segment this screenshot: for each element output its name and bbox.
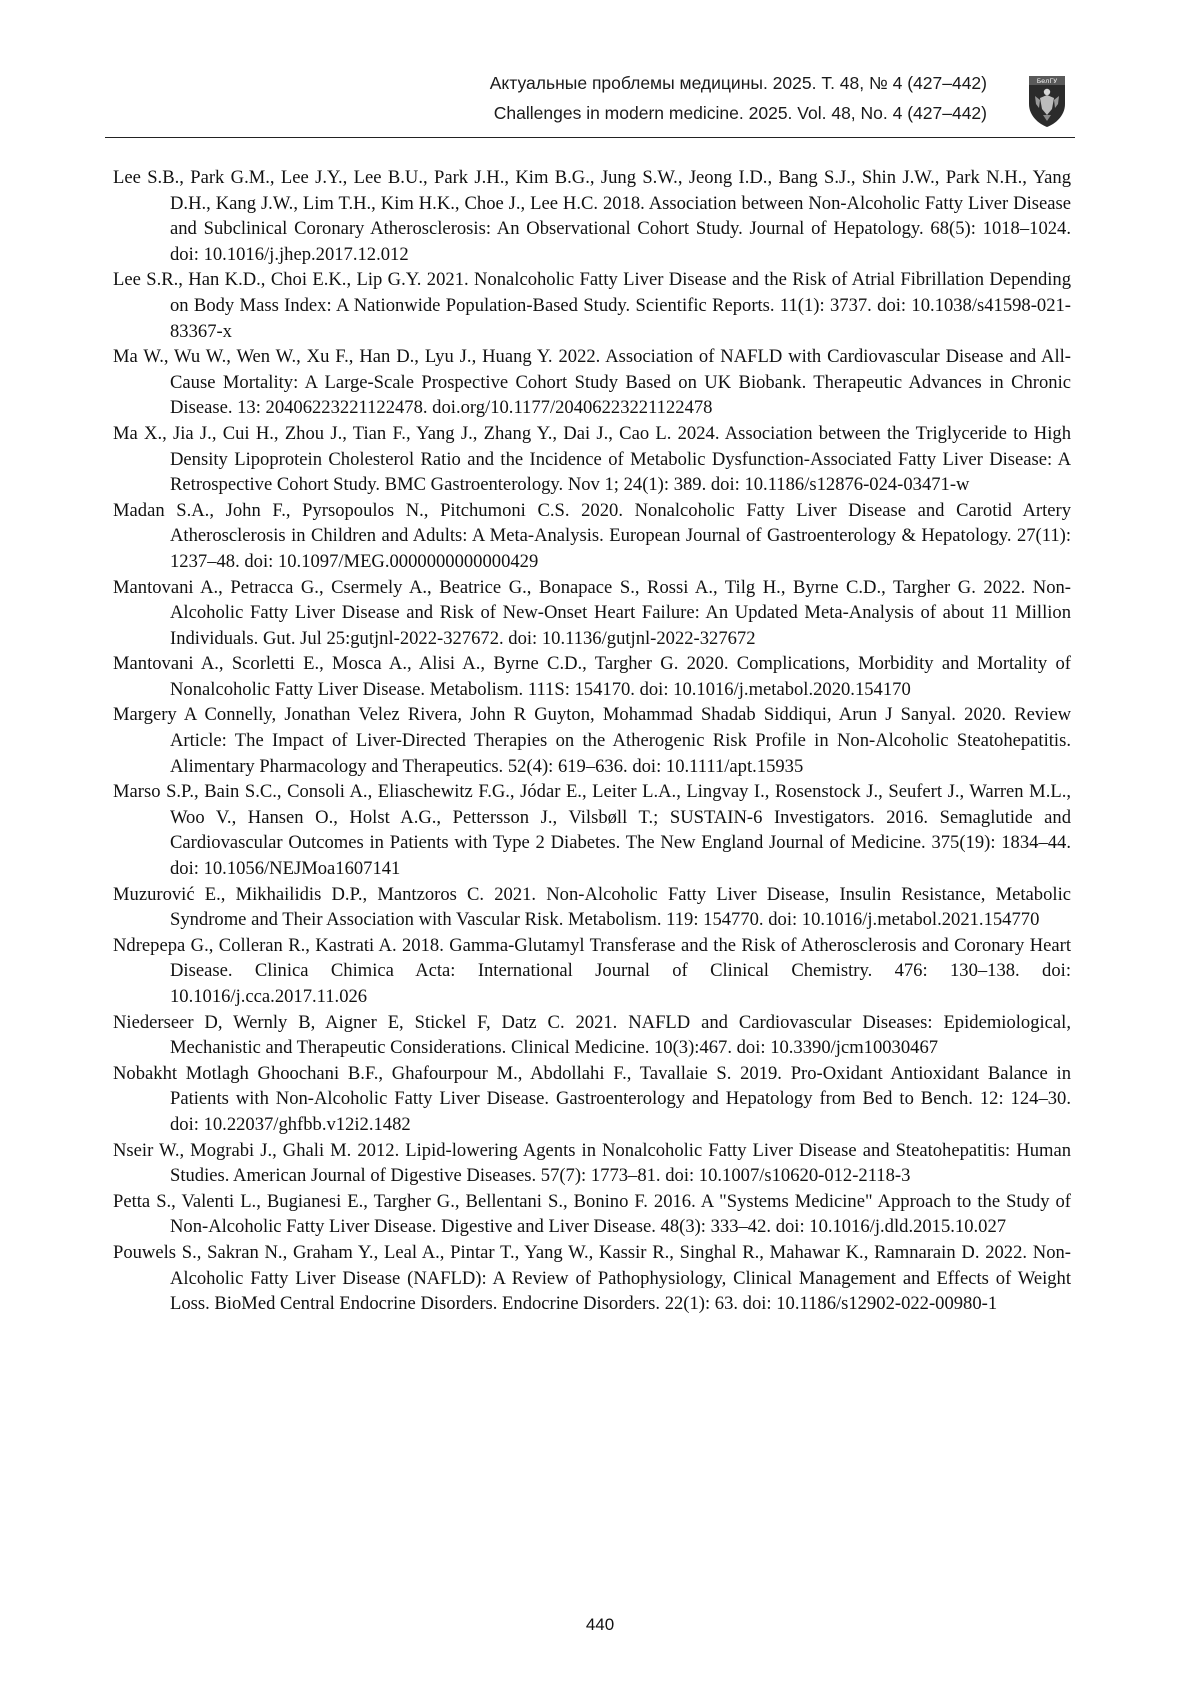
reference-entry: Marso S.P., Bain S.C., Consoli A., Eliaschewitz F.G., Jódar E., Leiter L.A., Lingvay I., Rosenstock J., Seufert J., Warren M.L., Woo V., Hansen O., Holst A.G., Pettersson J., Vilsbøll T.; SUSTAIN-6 Investigators. 2016. Semaglutide and Cardiovascular Outcomes in Patients with Type 2 Diabetes. The New England Journal of Medicine. 375(19): 1834–44. doi: 10.1056/NEJMoa1607141	[113, 781, 1071, 880]
reference-entry: Madan S.A., John F., Pyrsopoulos N., Pitchumoni C.S. 2020. Nonalcoholic Fatty Liver Disease and Carotid Artery Atherosclerosis in Children and Adults: A Meta-Analysis. European Journal of Gastroenterology & Hepatology. 27(11): 1237–48. doi: 10.1097/MEG.0000000000000429	[113, 499, 1071, 572]
reference-entry: Mantovani A., Petracca G., Csermely A., Beatrice G., Bonapace S., Rossi A., Tilg H., Byrne C.D., Targher G. 2022. Non-Alcoholic Fatty Liver Disease and Risk of New-Onset Heart Failure: An Updated Meta-Analysis of about 11 Million Individuals. Gut. Jul 25:gutjnl-2022-327672. doi: 10.1136/gutjnl-2022-327672	[113, 576, 1071, 649]
header-citation	[490, 68, 987, 128]
reference-entry: Niederseer D, Wernly B, Aigner E, Stickel F, Datz C. 2021. NAFLD and Cardiovascular Diseases: Epidemiological, Mechanistic and Therapeutic Considerations. Clinical Medicine. 10(3):467. doi: 10.3390/jcm10030467	[113, 1011, 1071, 1059]
reference-list	[113, 165, 1071, 1317]
reference-entry: Lee S.B., Park G.M., Lee J.Y., Lee B.U., Park J.H., Kim B.G., Jung S.W., Jeong I.D., Bang S.J., Shin J.W., Park N.H., Yang D.H., Kang J.W., Lim T.H., Kim H.K., Choe J., Lee H.C. 2018. Association between Non-Alcoholic Fatty Liver Disease and Subclinical Coronary Atherosclerosis: An Observational Cohort Study. Journal of Hepatology. 68(5): 1018–1024. doi: 10.1016/j.jhep.2017.12.012	[113, 167, 1071, 265]
header-line-english: Challenges in modern medicine. 2025. Vol. 48, No. 4 (427–442)	[493, 103, 987, 123]
header-line-russian: Актуальные проблемы медицины. 2025. Т. 48, № 4 (427–442)	[489, 73, 987, 93]
reference-entry: Margery A Connelly, Jonathan Velez Rivera, John R Guyton, Mohammad Shadab Siddiqui, Arun J Sanyal. 2020. Review Article: The Impact of Liver-Directed Therapies on the Atherogenic Risk Profile in Non-Alcoholic Steatohepatitis. Alimentary Pharmacology and Therapeutics. 52(4): 619–636. doi: 10.1111/apt.15935	[113, 704, 1071, 777]
reference-entry: Nobakht Motlagh Ghoochani B.F., Ghafourpour M., Abdollahi F., Tavallaie S. 2019. Pro-Oxidant Antioxidant Balance in Patients with Non-Alcoholic Fatty Liver Disease. Gastroenterology and Hepatology from Bed to Bench. 12: 124–30. doi: 10.22037/ghfbb.v12i2.1482	[113, 1062, 1071, 1135]
reference-entry: Mantovani A., Scorletti E., Mosca A., Alisi A., Byrne C.D., Targher G. 2020. Complications, Morbidity and Mortality of Nonalcoholic Fatty Liver Disease. Metabolism. 111S: 154170. doi: 10.1016/j.metabol.2020.154170	[113, 653, 1071, 700]
reference-entry: Muzurović E., Mikhailidis D.P., Mantzoros C. 2021. Non-Alcoholic Fatty Liver Disease, Insulin Resistance, Metabolic Syndrome and Their Association with Vascular Risk. Metabolism. 119: 154770. doi: 10.1016/j.metabol.2021.154770	[113, 883, 1071, 931]
reference-entry: Ndrepepa G., Colleran R., Kastrati A. 2018. Gamma-Glutamyl Transferase and the Risk of Atherosclerosis and Coronary Heart Disease. Clinica Chimica Acta: International Journal of Clinical Chemistry. 476: 130–138. doi: 10.1016/j.cca.2017.11.026	[113, 934, 1071, 1007]
university-emblem-icon	[1027, 74, 1067, 128]
reference-entry: Pouwels S., Sakran N., Graham Y., Leal A., Pintar T., Yang W., Kassir R., Singhal R., Mahawar K., Ramnarain D. 2022. Non-Alcoholic Fatty Liver Disease (NAFLD): A Review of Pathophysiology, Clinical Management and Effects of Weight Loss. BioMed Central Endocrine Disorders. Endocrine Disorders. 22(1): 63. doi: 10.1186/s12902-022-00980-1	[113, 1241, 1071, 1315]
reference-entry: Ma X., Jia J., Cui H., Zhou J., Tian F., Yang J., Zhang Y., Dai J., Cao L. 2024. Association between the Triglyceride to High Density Lipoprotein Cholesterol Ratio and the Incidence of Metabolic Dysfunction-Associated Fatty Liver Disease: A Retrospective Cohort Study. BMC Gastroenterology. Nov 1; 24(1): 389. doi: 10.1186/s12876-024-03471-w	[113, 422, 1071, 496]
reference-entry: Ma W., Wu W., Wen W., Xu F., Han D., Lyu J., Huang Y. 2022. Association of NAFLD with Cardiovascular Disease and All-Cause Mortality: A Large-Scale Prospective Cohort Study Based on UK Biobank. Therapeutic Advances in Chronic Disease. 13: 20406223221122478. doi.org/10.1177/20406223221122478	[113, 346, 1071, 419]
running-header	[105, 68, 1075, 138]
header-divider	[105, 137, 1075, 138]
reference-entry: Petta S., Valenti L., Bugianesi E., Targher G., Bellentani S., Bonino F. 2016. A "Systems Medicine" Approach to the Study of Non-Alcoholic Fatty Liver Disease. Digestive and Liver Disease. 48(3): 333–42. doi: 10.1016/j.dld.2015.10.027	[113, 1190, 1071, 1238]
reference-entry: Nseir W., Mograbi J., Ghali M. 2012. Lipid-lowering Agents in Nonalcoholic Fatty Liver Disease and Steatohepatitis: Human Studies. American Journal of Digestive Diseases. 57(7): 1773–81. doi: 10.1007/s10620-012-2118-3	[113, 1139, 1071, 1187]
emblem-label: БелГУ	[1036, 77, 1058, 86]
page-number: 440	[585, 1615, 615, 1634]
reference-entry: Lee S.R., Han K.D., Choi E.K., Lip G.Y. 2021. Nonalcoholic Fatty Liver Disease and the Risk of Atrial Fibrillation Depending on Body Mass Index: A Nationwide Population-Based Study. Scientific Reports. 11(1): 3737. doi: 10.1038/s41598-021-83367-x	[113, 269, 1071, 342]
